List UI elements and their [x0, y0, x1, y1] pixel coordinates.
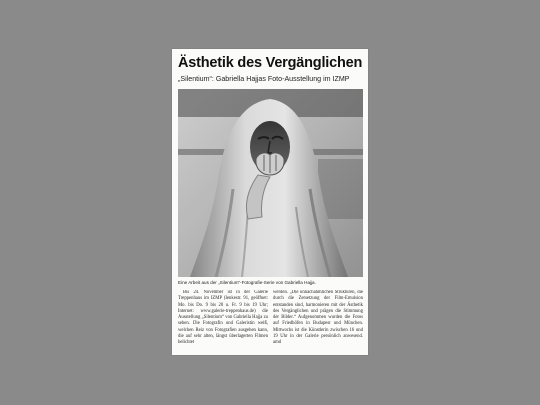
- photo-of-hooded-statue-icon: [178, 89, 363, 277]
- article-column-left: [178, 290, 268, 350]
- column-text: Bis 24. November ist in der Galerie Treppenhaus im IZMP (Ienkestr. 91, geöffnet: Mo. bis Do. 9 bis 20 u. Fr. 9 bis 19 Uhr; Internet: www.galerie-treppenhaus.de) die Ausstellung „Silentium“ von Gabriella Hajja zu sehen. Die Fotografin und Galeristin weiß, welchen Reiz von Fotografien ausgehen kann, die auf sehr alten, längst überlagerten Filmen belichtet: [178, 290, 268, 346]
- article-photo: [178, 89, 363, 277]
- photo-caption: Eine Arbeit aus der „Silentium“-Fotografie-Serie von Gabriella Hajja.: [178, 280, 316, 285]
- newspaper-clipping: [172, 49, 368, 355]
- article-subheadline: „Silentium“: Gabriella Hajjas Foto-Ausstellung im IZMP: [178, 75, 350, 83]
- column-text: werden. „Die unnachahmlichen Strukturen, die durch die Zersetzung der Film-Emulsion entstanden sind, harmonieren mit der Ästhetik des Vergänglichen und prägen die Stimmung der Bilder.“ Aufgenommen wurden die Fotos auf Friedhöfen in Budapest und München. Mittwochs ist die Künstlerin zwischen 16 und 19 Uhr in der Galerie persönlich anwesend. amd: [273, 290, 363, 346]
- article-headline: Ästhetik des Vergänglichen: [178, 55, 363, 71]
- article-column-right: [273, 290, 363, 350]
